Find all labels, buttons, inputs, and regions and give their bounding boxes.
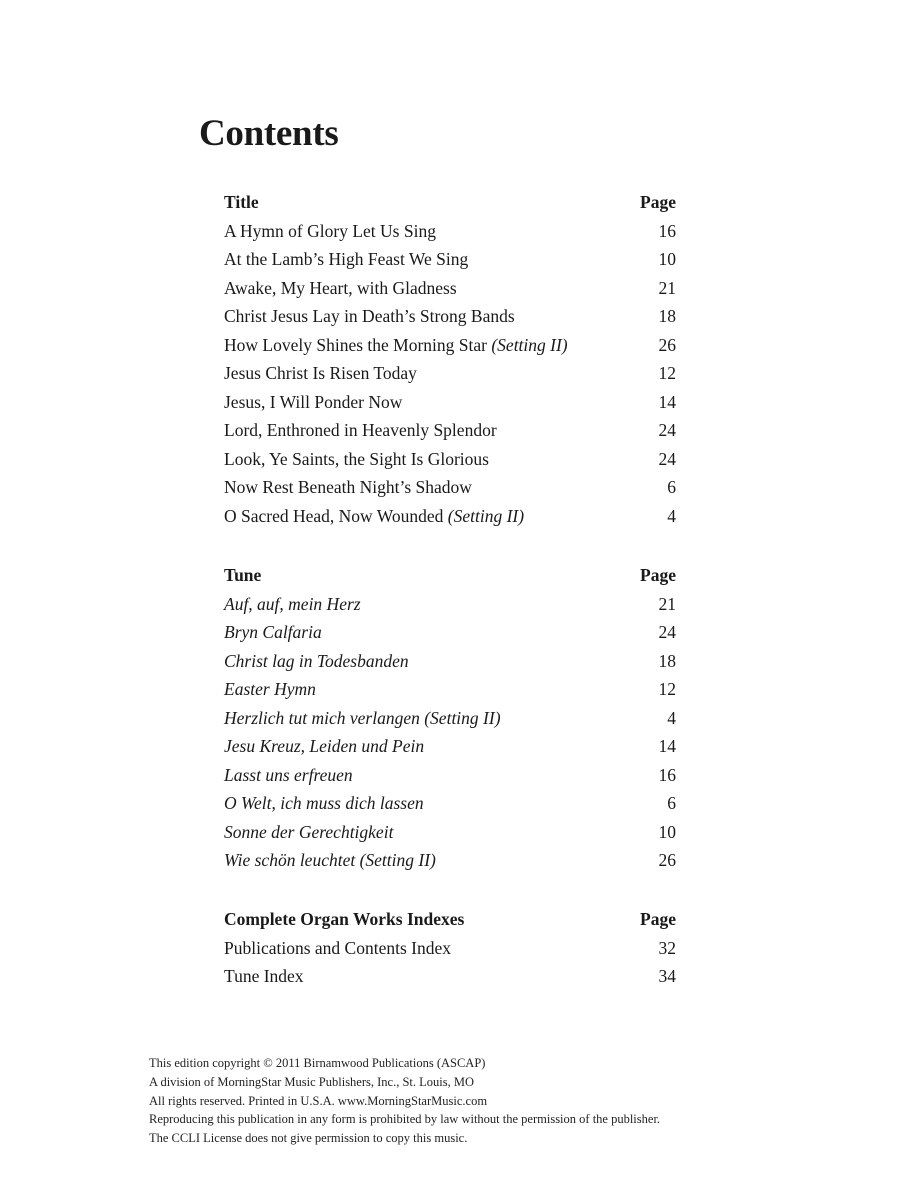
list-item xyxy=(224,704,676,733)
page-number: 4 xyxy=(667,505,676,526)
list-item xyxy=(224,502,676,531)
page-number: 6 xyxy=(667,477,676,497)
index-name: Publications and Contents Index xyxy=(224,937,451,958)
list-item xyxy=(224,962,676,991)
page-column-heading: Page xyxy=(640,909,676,929)
page-number: 4 xyxy=(667,707,676,728)
list-item xyxy=(224,732,676,761)
index-name: Tune Index xyxy=(224,966,304,986)
publisher-line: A division of MorningStar Music Publishers, Inc., St. Louis, MO xyxy=(149,1074,475,1089)
hymn-title: A Hymn of Glory Let Us Sing xyxy=(224,220,436,241)
list-item xyxy=(224,217,676,246)
page-column-heading: Page xyxy=(640,565,676,585)
tune-index-header xyxy=(224,561,676,590)
setting-note: (Setting II) xyxy=(447,505,525,526)
tune-index-section xyxy=(224,561,676,875)
page-number: 24 xyxy=(658,622,676,642)
tune-column-heading: Tune xyxy=(224,565,262,585)
list-item xyxy=(224,846,676,875)
tune-name: Easter Hymn xyxy=(224,679,316,699)
list-item xyxy=(224,818,676,847)
tune-name: Auf, auf, mein Herz xyxy=(224,593,361,614)
tune-name: O Welt, ich muss dich lassen xyxy=(224,793,424,813)
hymn-title: O Sacred Head, Now Wounded (Setting II) xyxy=(224,505,525,526)
page-number: 14 xyxy=(658,391,676,412)
indexes-column-heading: Complete Organ Works Indexes xyxy=(224,909,465,929)
list-item xyxy=(224,445,676,474)
hymn-title: How Lovely Shines the Morning Star (Setting II) xyxy=(224,334,568,355)
page-number: 24 xyxy=(658,448,676,469)
list-item xyxy=(224,416,676,445)
list-item xyxy=(224,647,676,676)
page-number: 26 xyxy=(658,850,676,870)
list-item xyxy=(224,590,676,619)
page-number: 18 xyxy=(658,306,676,326)
list-item xyxy=(224,761,676,790)
copyright-notice xyxy=(149,1054,789,1148)
page-number: 12 xyxy=(658,363,676,383)
setting-note: (Setting II) xyxy=(491,334,568,355)
page-number: 16 xyxy=(658,764,676,785)
hymn-title: Now Rest Beneath Night’s Shadow xyxy=(224,477,472,497)
page-column-heading: Page xyxy=(640,192,676,212)
page-number: 10 xyxy=(658,249,676,269)
list-item xyxy=(224,388,676,417)
list-item xyxy=(224,675,676,704)
page-number: 10 xyxy=(658,821,676,842)
page-number: 24 xyxy=(658,420,676,440)
hymn-title: Christ Jesus Lay in Death’s Strong Bands xyxy=(224,306,515,326)
hymn-title: Jesus Christ Is Risen Today xyxy=(224,363,417,383)
hymn-title: Awake, My Heart, with Gladness xyxy=(224,277,457,298)
list-item xyxy=(224,934,676,963)
title-column-heading: Title xyxy=(224,192,259,212)
page-number: 21 xyxy=(658,277,676,298)
hymn-title: Lord, Enthroned in Heavenly Splendor xyxy=(224,420,497,440)
list-item xyxy=(224,331,676,360)
ccli-notice: The CCLI License does not give permission to copy this music. xyxy=(149,1131,468,1146)
tune-name: Sonne der Gerechtigkeit xyxy=(224,821,394,842)
page-number: 12 xyxy=(658,679,676,699)
list-item xyxy=(224,274,676,303)
rights-line: All rights reserved. Printed in U.S.A. www.MorningStarMusic.com xyxy=(149,1093,488,1108)
tune-name: Christ lag in Todesbanden xyxy=(224,650,409,671)
hymn-title: At the Lamb’s High Feast We Sing xyxy=(224,249,469,269)
hymn-title: Look, Ye Saints, the Sight Is Glorious xyxy=(224,448,489,469)
page-number: 14 xyxy=(658,736,676,756)
page-number: 16 xyxy=(658,220,676,241)
list-item xyxy=(224,302,676,331)
tune-name: Jesu Kreuz, Leiden und Pein xyxy=(224,736,425,756)
page-number: 21 xyxy=(658,593,676,614)
tune-name: Lasst uns erfreuen xyxy=(224,764,353,785)
page-number: 18 xyxy=(658,650,676,671)
title-index-header xyxy=(224,188,676,217)
page-number: 32 xyxy=(658,937,676,958)
page-title: Contents xyxy=(199,113,339,154)
organ-works-indexes-section xyxy=(224,905,676,991)
list-item xyxy=(224,245,676,274)
hymn-title: Jesus, I Will Ponder Now xyxy=(224,391,403,412)
page-number: 6 xyxy=(667,793,676,813)
list-item xyxy=(224,473,676,502)
reproduction-notice: Reproducing this publication in any form is prohibited by law without the permission of the publisher. xyxy=(149,1112,661,1127)
list-item xyxy=(224,618,676,647)
list-item xyxy=(224,359,676,388)
page-number: 34 xyxy=(658,966,676,986)
page-number: 26 xyxy=(658,334,676,355)
tune-name: Wie schön leuchtet (Setting II) xyxy=(224,850,436,870)
copyright-line: This edition copyright © 2011 Birnamwood Publications (ASCAP) xyxy=(149,1056,486,1070)
title-index-section xyxy=(224,188,676,530)
list-item xyxy=(224,789,676,818)
indexes-header xyxy=(224,905,676,934)
tune-name: Bryn Calfaria xyxy=(224,622,322,642)
tune-name: Herzlich tut mich verlangen (Setting II) xyxy=(224,707,501,728)
